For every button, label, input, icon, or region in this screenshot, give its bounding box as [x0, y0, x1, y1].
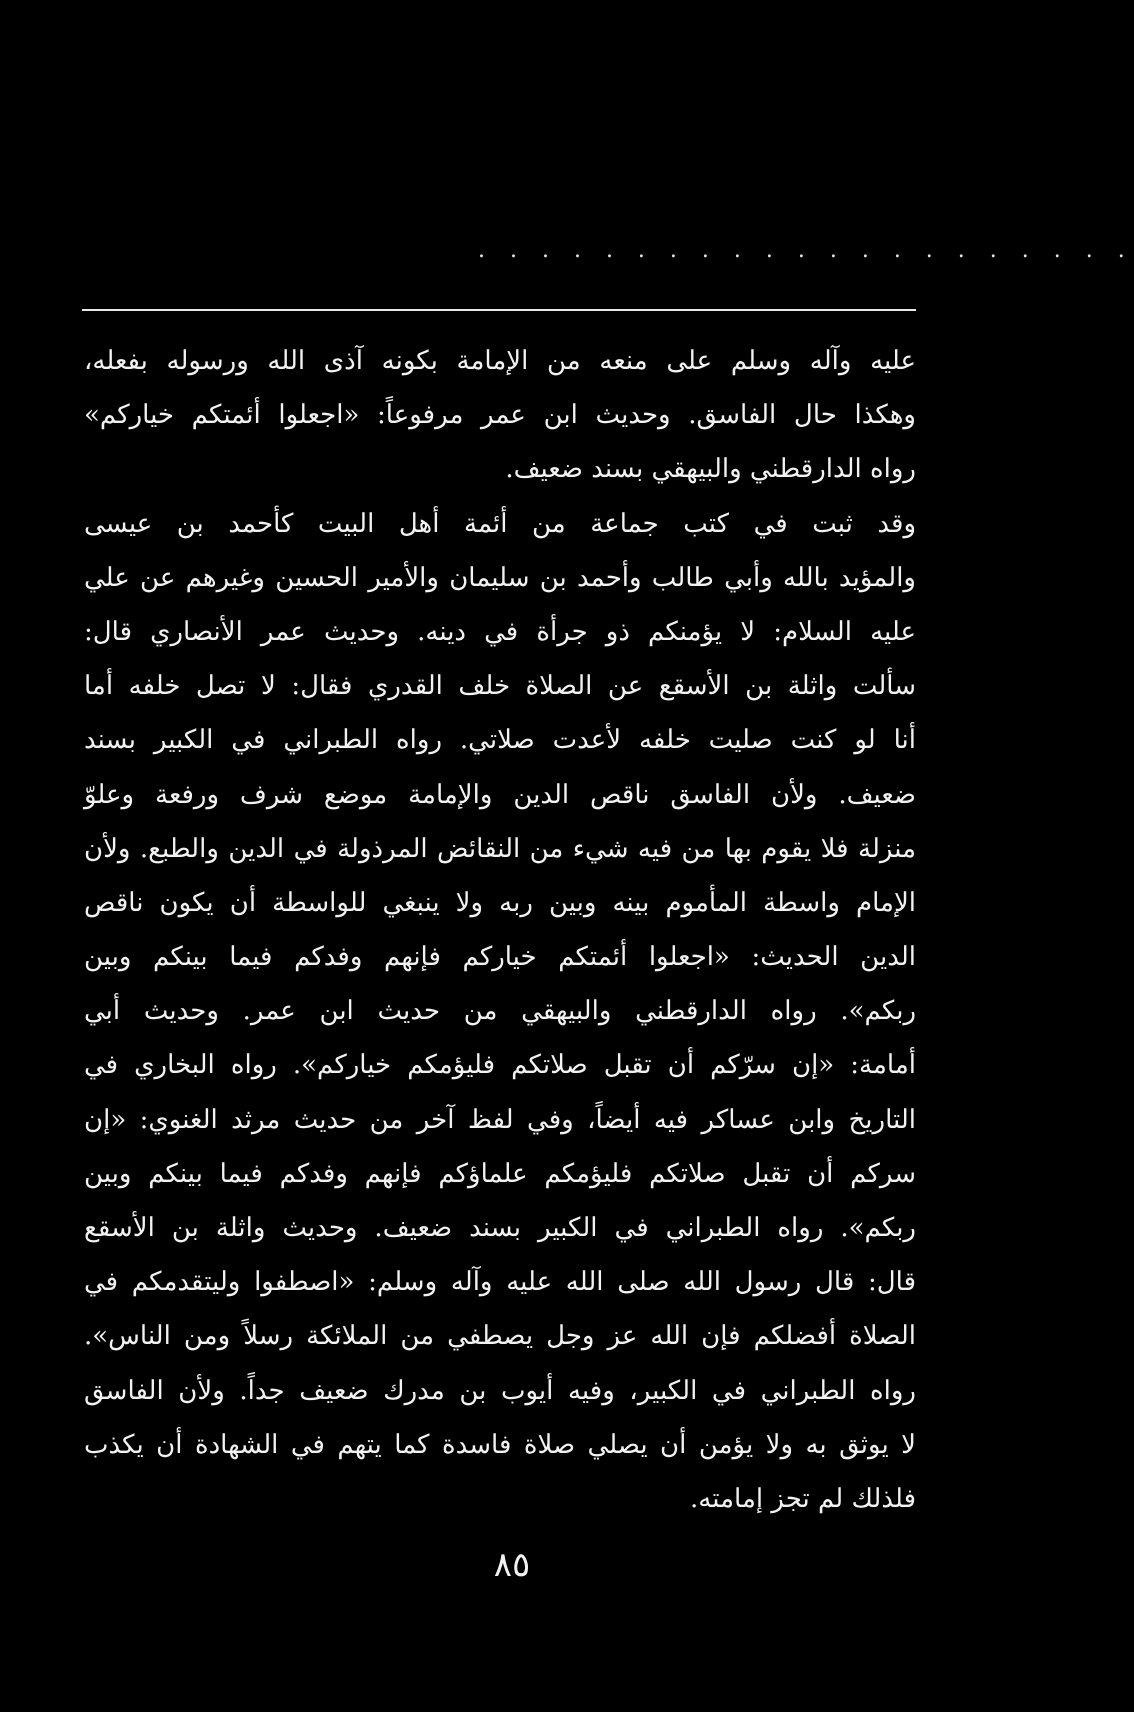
text-line-14: أمامة: «إن سرّكم أن تقبل صلاتكم فليؤمكم خياركم». رواه البخاري في — [84, 1050, 916, 1081]
footnote-rule — [82, 309, 916, 311]
text-line-11: الإمام واسطة المأموم بينه وبين ربه ولا ينبغي للواسطة أن يكون ناقص — [84, 887, 916, 918]
text-line-21: لا يوثق به ولا يؤمن أن يصلي صلاة فاسدة كما يتهم في الشهادة أن يكذب — [84, 1429, 916, 1460]
text-line-6: عليه السلام: لا يؤمنكم ذو جرأة في دينه. وحديث عمر الأنصاري قال: — [84, 616, 916, 647]
body-text — [84, 334, 916, 1526]
text-line-2: وهكذا حال الفاسق. وحديث ابن عمر مرفوعاً: «اجعلوا أئمتكم خياركم» — [84, 400, 916, 431]
text-line-20: رواه الطبراني في الكبير، وفيه أيوب بن مدرك ضعيف جداً. ولأن الفاسق — [84, 1375, 916, 1406]
text-line-5: والمؤيد بالله وأبي طالب وأحمد بن سليمان والأمير الحسين وغيرهم عن علي — [84, 562, 916, 593]
text-line-3: رواه الدارقطني والبيهقي بسند ضعيف. — [505, 454, 916, 485]
text-line-22: فلذلك لم تجز إمامته. — [690, 1483, 916, 1514]
text-line-9: ضعيف. ولأن الفاسق ناقص الدين والإمامة موضع شرف ورفعة وعلوّ — [84, 779, 916, 810]
text-line-18: قال: قال رسول الله صلى الله عليه وآله وسلم: «اصطفوا وليتقدمكم في — [84, 1267, 916, 1298]
text-line-10: منزلة فلا يقوم بها من فيه شيء من النقائض المرذولة في الدين والطبع. ولأن — [84, 833, 916, 864]
text-line-4: وقد ثبت في كتب جماعة من أئمة أهل البيت كأحمد بن عيسى — [84, 508, 916, 539]
text-line-1: عليه وآله وسلم على منعه من الإمامة بكونه آذى الله ورسوله بفعله، — [84, 346, 916, 376]
separator-dots: . . . . . . . . . . . . . . . . . . . . . — [478, 238, 1134, 263]
text-line-12: الدين الحديث: «اجعلوا أئمتكم خياركم فإنهم وفدكم فيما بينكم وبين — [84, 942, 916, 973]
text-line-17: ربكم». رواه الطبراني في الكبير بسند ضعيف. وحديث واثلة بن الأسقع — [84, 1213, 916, 1243]
text-line-13: ربكم». رواه الدارقطني والبيهقي من حديث ابن عمر. وحديث أبي — [84, 996, 916, 1027]
text-line-19: الصلاة أفضلكم فإن الله عز وجل يصطفي من الملائكة رسلاً ومن الناس». — [84, 1321, 916, 1352]
text-line-7: سألت واثلة بن الأسقع عن الصلاة خلف القدري فقال: لا تصل خلفه أما — [84, 671, 916, 702]
page-number: ٨٥ — [493, 1545, 531, 1585]
text-line-16: سركم أن تقبل صلاتكم فليؤمكم علماؤكم فإنهم وفدكم فيما بينكم وبين — [84, 1158, 916, 1189]
text-line-8: أنا لو كنت صليت خلفه لأعدت صلاتي. رواه الطبراني في الكبير بسند — [84, 725, 916, 756]
text-line-15: التاريخ وابن عساكر فيه أيضاً، وفي لفظ آخر من حديث مرثد الغنوي: «إن — [84, 1104, 916, 1135]
